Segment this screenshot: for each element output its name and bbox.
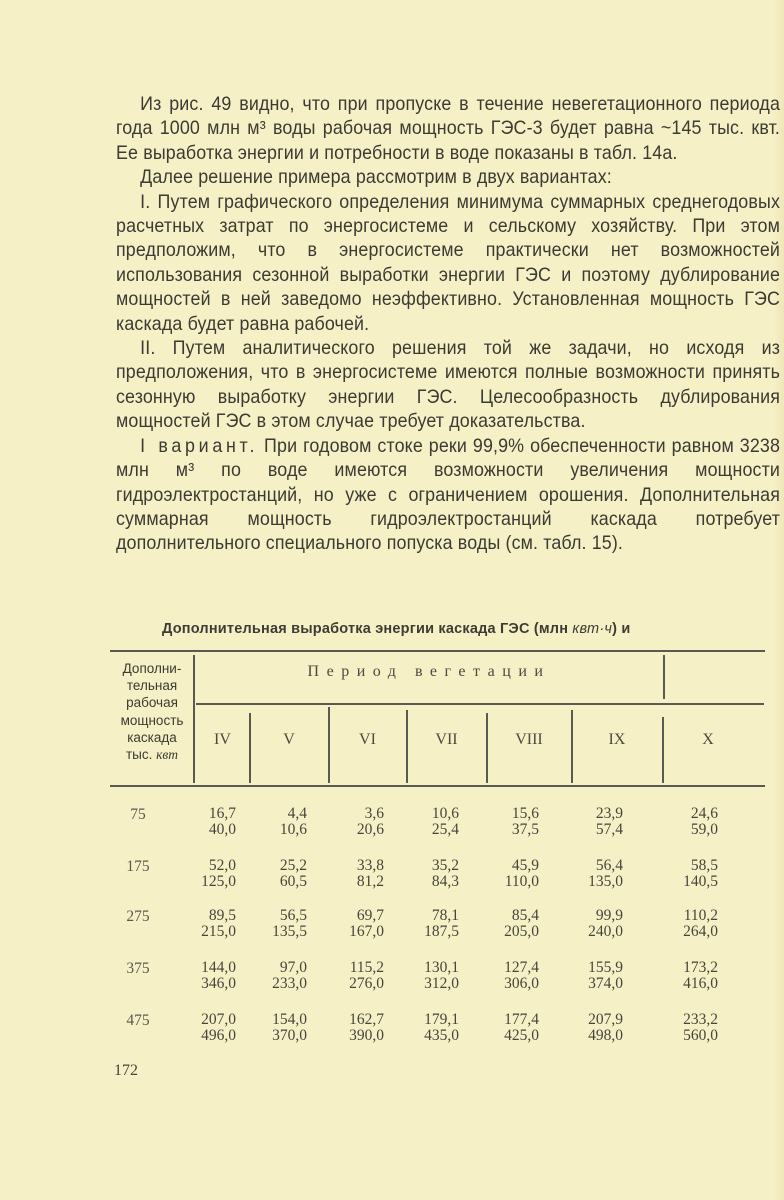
energy-cell: 127,4	[504, 959, 539, 976]
water-cell: 60,5	[279, 873, 307, 890]
paragraph-5-text: При годовом стоке реки 99,9% обеспеченности равном 3238 млн м³ по воде имеются возможности увеличения мощности гидроэлектростанций, но уже с ограничением орошения. Дополнительная суммарная мощность гидроэлектростанций каскада потребует дополнительного специального попуска воды (см. табл. 15).	[116, 435, 781, 555]
water-cell: 57,4	[595, 821, 623, 838]
energy-cell: 154,0	[272, 1011, 307, 1028]
energy-cell: 56,4	[595, 857, 623, 874]
energy-cell: 85,4	[511, 907, 539, 924]
stub-line: каскада	[127, 729, 177, 745]
energy-cell: 97,0	[279, 959, 307, 976]
stub-header	[110, 660, 194, 763]
energy-cell: 233,2	[683, 1011, 718, 1028]
water-cell: 10,6	[279, 821, 307, 838]
energy-cell: 99,9	[595, 907, 623, 924]
water-cell: 312,0	[424, 975, 459, 992]
energy-cell: 130,1	[424, 959, 459, 976]
variant-heading: I вариант.	[140, 435, 259, 457]
energy-cell: 56,5	[279, 907, 307, 924]
paragraph-1: Из рис. 49 видно, что при пропуске в течение невегетационного периода года 1000 млн м³ воды рабочая мощность ГЭС-3 будет равна ~145 тыс. квт. Ее выработка энергии и потребности в воде показаны в табл. 14а.	[116, 94, 781, 164]
water-cell: 264,0	[683, 923, 718, 940]
paragraph-2: Далее решение примера рассмотрим в двух вариантах:	[140, 167, 612, 189]
water-cell: 84,3	[431, 873, 459, 890]
water-cell: 40,0	[208, 821, 236, 838]
month-header-x: X	[702, 731, 714, 748]
paragraph-5	[116, 435, 780, 557]
water-cell: 390,0	[349, 1027, 384, 1044]
stub-line: мощность	[120, 712, 184, 728]
energy-cell: 207,0	[201, 1011, 236, 1028]
row-label: 75	[130, 806, 146, 823]
water-cell: 25,4	[431, 821, 459, 838]
table-caption	[162, 621, 630, 637]
water-cell: 59,0	[690, 821, 718, 838]
energy-cell: 3,6	[364, 805, 384, 822]
month-header-v: V	[283, 731, 295, 748]
energy-cell: 33,8	[356, 857, 384, 874]
energy-cell: 177,4	[504, 1011, 539, 1028]
stub-line: рабочая	[126, 695, 178, 711]
row-label: 275	[126, 908, 150, 925]
energy-cell: 110,2	[683, 907, 718, 924]
water-cell: 81,2	[356, 873, 384, 890]
energy-cell: 78,1	[431, 907, 459, 924]
water-cell: 374,0	[588, 975, 623, 992]
energy-cell: 15,6	[511, 805, 539, 822]
water-cell: 215,0	[201, 923, 236, 940]
water-cell: 276,0	[349, 975, 384, 992]
energy-cell: 24,6	[690, 805, 718, 822]
water-cell: 306,0	[504, 975, 539, 992]
caption-unit: квт·ч	[572, 621, 613, 637]
row-label: 375	[126, 960, 150, 977]
water-cell: 187,5	[424, 923, 459, 940]
water-cell: 125,0	[201, 873, 236, 890]
water-cell: 416,0	[683, 975, 718, 992]
energy-cell: 179,1	[424, 1011, 459, 1028]
energy-cell: 89,5	[208, 907, 236, 924]
month-header-vi: VI	[359, 731, 376, 748]
water-cell: 233,0	[272, 975, 307, 992]
month-header-vii: VII	[435, 731, 458, 748]
water-cell: 135,0	[588, 873, 623, 890]
month-header-viii: VIII	[515, 731, 543, 748]
stub-text: тыс.	[125, 747, 153, 763]
water-cell: 110,0	[504, 873, 539, 890]
water-cell: 498,0	[588, 1027, 623, 1044]
energy-cell: 25,2	[279, 857, 307, 874]
water-cell: 140,5	[683, 873, 718, 890]
caption-tail: ) и	[612, 621, 631, 637]
period-right-divider	[663, 655, 665, 699]
paragraph-3: I. Путем графического определения минимума суммарных среднегодовых расчетных затрат по энергосистеме и сельскому хозяйству. При этом предположим, что в энергосистеме практически нет возможностей использования сезонной выработки энергии ГЭС и поэтому дублирование мощностей в ней заведомо неэффективно. Установленная мощность ГЭС каскада будет равна рабочей.	[116, 191, 781, 335]
energy-cell: 35,2	[431, 857, 459, 874]
row-label: 475	[126, 1012, 150, 1029]
energy-cell: 4,4	[287, 805, 307, 822]
table-top-rule	[110, 650, 765, 652]
stub-unit: квт	[156, 747, 179, 763]
energy-cell: 69,7	[356, 907, 384, 924]
period-header: Период вегетации	[307, 663, 551, 680]
water-cell: 496,0	[201, 1027, 236, 1044]
stub-line: тельная	[126, 678, 178, 694]
energy-cell: 162,7	[349, 1011, 384, 1028]
stub-line	[110, 746, 194, 763]
month-header-iv: IV	[214, 731, 231, 748]
water-cell: 560,0	[683, 1027, 718, 1044]
water-cell: 240,0	[588, 923, 623, 940]
energy-cell: 173,2	[683, 959, 718, 976]
table-header-bottom-rule	[110, 785, 765, 787]
row-label: 175	[126, 858, 150, 875]
water-cell: 346,0	[201, 975, 236, 992]
water-cell: 20,6	[356, 821, 384, 838]
energy-cell: 155,9	[588, 959, 623, 976]
energy-cell: 23,9	[595, 805, 623, 822]
month-header-ix: IX	[608, 731, 626, 748]
water-cell: 205,0	[504, 923, 539, 940]
energy-cell: 58,5	[690, 857, 718, 874]
energy-cell: 16,7	[208, 805, 236, 822]
energy-cell: 45,9	[511, 857, 539, 874]
caption-text: Дополнительная выработка энергии каскада ГЭС (млн	[162, 621, 569, 637]
period-header-rule	[196, 703, 764, 705]
body-text	[116, 93, 780, 557]
energy-cell: 52,0	[208, 857, 236, 874]
water-cell: 167,0	[349, 923, 384, 940]
water-cell: 135,5	[272, 923, 307, 940]
water-cell: 37,5	[511, 821, 539, 838]
water-cell: 425,0	[504, 1027, 539, 1044]
water-cell: 435,0	[424, 1027, 459, 1044]
col-divider-ix-x	[662, 717, 664, 783]
water-cell: 370,0	[272, 1027, 307, 1044]
energy-cell: 144,0	[201, 959, 236, 976]
stub-line: Дополни-	[122, 661, 182, 676]
page-number: 172	[114, 1062, 138, 1079]
energy-cell: 115,2	[349, 959, 384, 976]
energy-cell: 10,6	[431, 805, 459, 822]
energy-cell: 207,9	[588, 1011, 623, 1028]
paragraph-4: II. Путем аналитического решения той же задачи, но исходя из предположения, что в энергосистеме имеются полные возможности принять сезонную выработку энергии ГЭС. Целесообразность дублирования мощностей ГЭС в этом случае требует доказательства.	[116, 338, 781, 433]
